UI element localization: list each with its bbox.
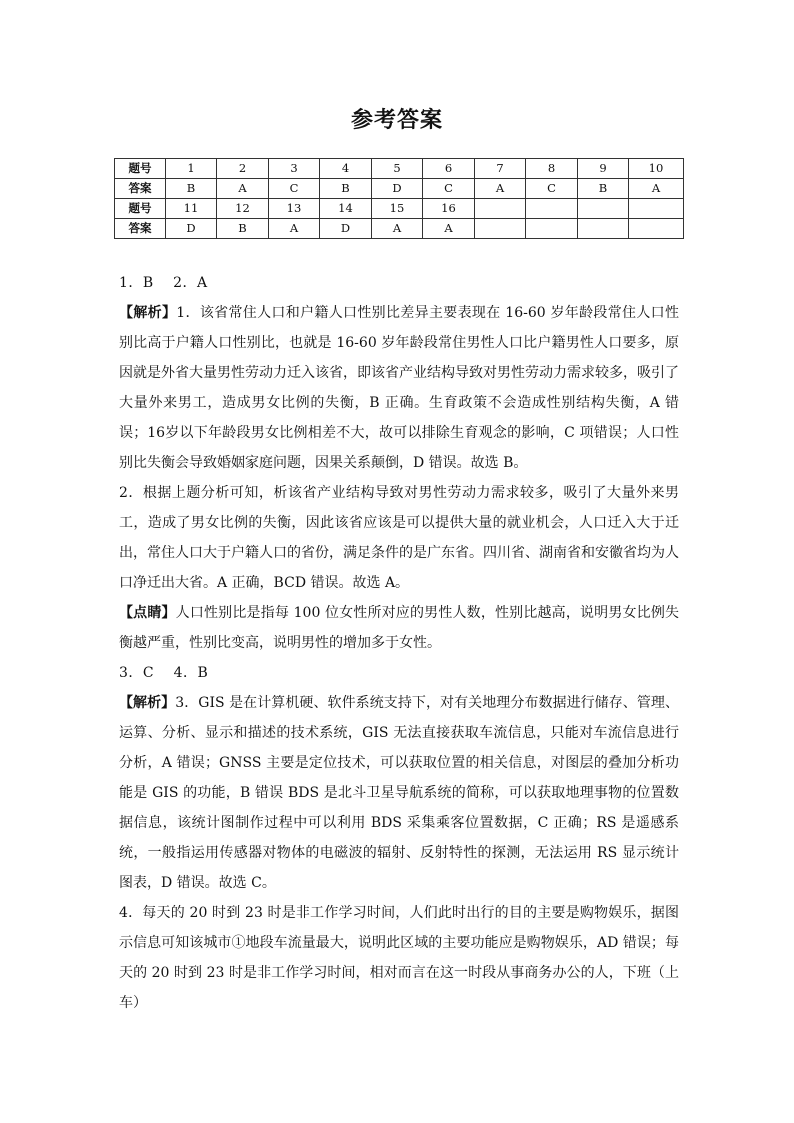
row-header: 题号 bbox=[115, 199, 166, 219]
table-cell bbox=[526, 219, 578, 239]
analysis-paragraph: 【解析】1．该省常住人口和户籍人口性别比差异主要表现在 16-60 岁年龄段常住人口性别比高于户籍人口性别比，也就是 16-60 岁年龄段常住男性人口比户籍男性人口要多，原因就是外省大量男性劳动力迁入该省，即该省产业结构导致对男性劳动力需求较多，吸引了大量外来男工，造成男女比例的失衡，B 正确。生育政策不会造成性别结构失衡，A 错误；16岁以下年龄段男女比例相差不大，故可以排除生育观念的影响，C 项错误；人口性别比失衡会导致婚姻家庭问题，因果关系颠倒，D 错误。故选 B。 bbox=[119, 305, 679, 471]
table-cell: 15 bbox=[372, 199, 423, 219]
row-header: 答案 bbox=[115, 179, 166, 199]
answer-table bbox=[114, 158, 684, 239]
explanation-content bbox=[119, 268, 679, 1018]
analysis-paragraph: 【解析】3．GIS 是在计算机硬、软件系统支持下，对有关地理分布数据进行储存、管理、运算、分析、显示和描述的技术系统，GIS 无法直接获取车流信息，只能对车流信息进行分析，A 错误；GNSS 主要是定位技术，可以获取位置的相关信息，对图层的叠加分析功能是 GIS 的功能，B 错误 BDS 是北斗卫星导航系统的简称，可以获取地理事物的位置数据信息，该统计图制作过程中可以利用 BDS 采集乘客位置数据，C 正确；RS 是遥感系统，一般指运用传感器对物体的电磁波的辐射、反射特性的探测，无法运用 RS 显示统计图表，D 错误。故选 C。 bbox=[119, 695, 679, 891]
table-cell: C bbox=[269, 179, 320, 199]
table-cell: 3 bbox=[269, 159, 320, 179]
table-cell bbox=[578, 199, 629, 219]
table-cell: 12 bbox=[217, 199, 269, 219]
tip-tag: 【点睛】 bbox=[119, 605, 176, 621]
answer-line: 3．C 4．B bbox=[119, 665, 209, 681]
table-cell: 16 bbox=[423, 199, 475, 219]
table-cell: A bbox=[372, 219, 423, 239]
table-cell: A bbox=[423, 219, 475, 239]
table-cell bbox=[526, 199, 578, 219]
table-cell: 2 bbox=[217, 159, 269, 179]
table-cell: D bbox=[320, 219, 372, 239]
table-cell: A bbox=[475, 179, 526, 199]
tip-paragraph: 【点睛】人口性别比是指每 100 位女性所对应的男性人数，性别比越高，说明男女比例失衡越严重，性别比变高，说明男性的增加多于女性。 bbox=[119, 605, 679, 651]
table-cell: 8 bbox=[526, 159, 578, 179]
table-cell: B bbox=[578, 179, 629, 199]
table-cell: A bbox=[269, 219, 320, 239]
table-cell: A bbox=[629, 179, 684, 199]
analysis-tag: 【解析】 bbox=[119, 695, 176, 711]
table-cell: C bbox=[423, 179, 475, 199]
table-cell: C bbox=[526, 179, 578, 199]
table-cell: 1 bbox=[166, 159, 217, 179]
table-cell: A bbox=[217, 179, 269, 199]
table-cell: 6 bbox=[423, 159, 475, 179]
table-cell: 7 bbox=[475, 159, 526, 179]
row-header: 答案 bbox=[115, 219, 166, 239]
table-cell: 11 bbox=[166, 199, 217, 219]
table-cell bbox=[629, 219, 684, 239]
table-cell: B bbox=[217, 219, 269, 239]
table-cell: 4 bbox=[320, 159, 372, 179]
table-cell: D bbox=[166, 219, 217, 239]
table-cell: 9 bbox=[578, 159, 629, 179]
table-cell bbox=[578, 219, 629, 239]
table-cell: B bbox=[166, 179, 217, 199]
row-header: 题号 bbox=[115, 159, 166, 179]
analysis-paragraph: 2．根据上题分析可知，析该省产业结构导致对男性劳动力需求较多，吸引了大量外来男工，造成了男女比例的失衡，因此该省应该是可以提供大量的就业机会，人口迁入大于迁出，常住人口大于户籍人口的省份，满足条件的是广东省。四川省、湖南省和安徽省均为人口净迁出大省。A 正确，BCD 错误。故选 A。 bbox=[119, 485, 679, 591]
analysis-paragraph: 4．每天的 20 时到 23 时是非工作学习时间，人们此时出行的目的主要是购物娱乐，据图示信息可知该城市①地段车流量最大，说明此区域的主要功能应是购物娱乐，AD 错误；每天的 20 时到 23 时是非工作学习时间，相对而言在这一时段从事商务办公的人，下班（上车） bbox=[119, 905, 679, 1011]
table-row bbox=[115, 219, 684, 239]
table-cell: B bbox=[320, 179, 372, 199]
table-cell: 13 bbox=[269, 199, 320, 219]
page-title: 参考答案 bbox=[350, 107, 443, 133]
analysis-tag: 【解析】 bbox=[119, 305, 177, 321]
table-row bbox=[115, 199, 684, 219]
table-cell: 10 bbox=[629, 159, 684, 179]
answer-line: 1．B 2．A bbox=[119, 275, 208, 291]
table-cell bbox=[629, 199, 684, 219]
table-cell bbox=[475, 199, 526, 219]
table-cell: 5 bbox=[372, 159, 423, 179]
table-cell: 14 bbox=[320, 199, 372, 219]
table-cell bbox=[475, 219, 526, 239]
table-cell: D bbox=[372, 179, 423, 199]
table-row bbox=[115, 179, 684, 199]
table-row bbox=[115, 159, 684, 179]
